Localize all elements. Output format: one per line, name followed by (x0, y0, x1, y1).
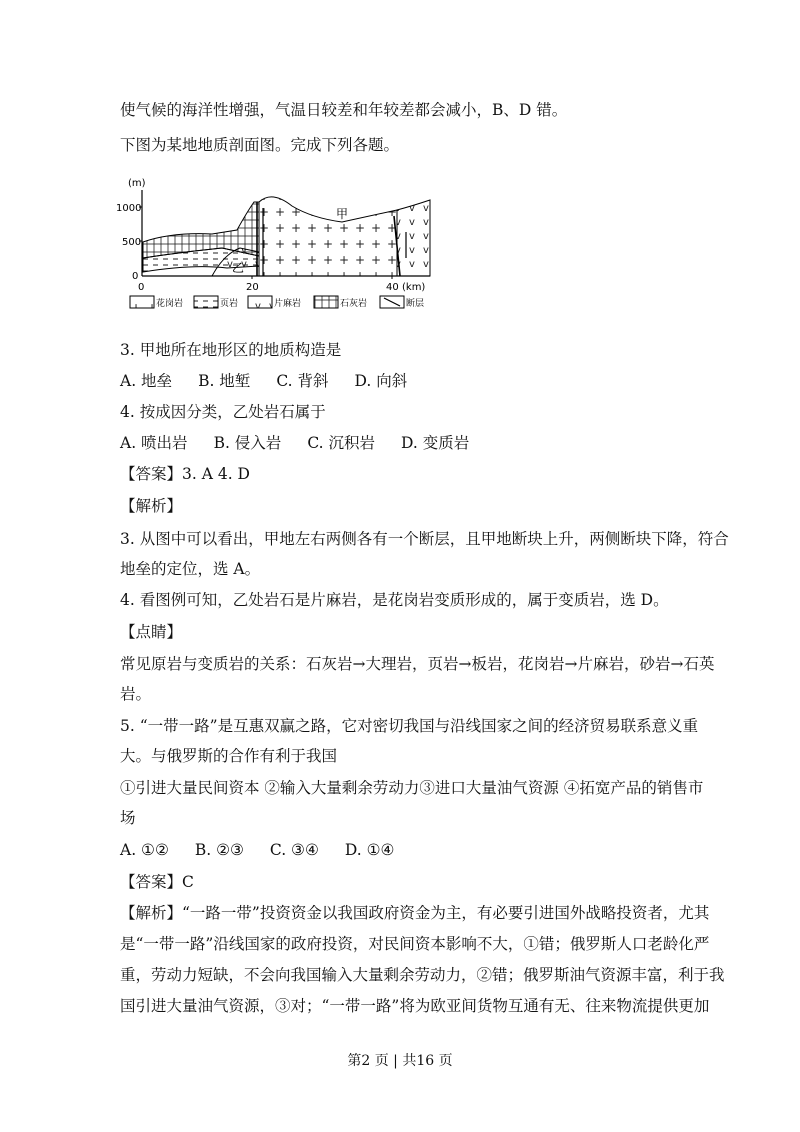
x-tick-label: 20 (246, 282, 259, 293)
question-4: 4. 按成因分类，乙处岩石属于 (120, 403, 326, 421)
answer-label: 【答案】C (120, 873, 194, 891)
explanation-3: 3. 从图中可以看出，甲地左右两侧各有一个断层，且甲地断块上升，两侧断块下降，符合 (120, 530, 729, 548)
option: A. 地垒 (120, 372, 173, 390)
option: A. 喷出岩 (120, 434, 188, 452)
legend (130, 296, 424, 309)
option: C. 沉积岩 (307, 434, 375, 452)
analysis-text: 是“一带一路”沿线国家的政府投资，对民间资本影响不大，①错；俄罗斯人口老龄化严 (120, 935, 710, 953)
option: D. 向斜 (354, 372, 408, 390)
tips-text: 常见原岩与变质岩的关系：石灰岩→大理岩，页岩→板岩，花岗岩→片麻岩，砂岩→石英 (120, 655, 715, 673)
option: B. 侵入岩 (213, 434, 282, 452)
granite-block (259, 197, 397, 276)
legend-label: 页岩 (220, 299, 239, 309)
x-tick-label: 40 (386, 282, 399, 293)
legend-label: 石灰岩 (340, 299, 368, 309)
analysis-text: 国引进大量油气资源，③对；“一带一路”将为欧亚间货物互通有无、往来物流提供更加 (120, 997, 710, 1015)
question-3-options (120, 371, 433, 391)
text-line: 使气候的海洋性增强，气温日较差和年较差都会减小，B、D 错。 (120, 101, 568, 119)
analysis-text: 重，劳动力短缺，不会向我国输入大量剩余劳动力，②错；俄罗斯油气资源丰富，利于我 (120, 966, 725, 984)
option: A. ①② (120, 841, 169, 859)
tips-text-cont: 岩。 (120, 685, 152, 703)
y-tick-label: 1000 (116, 203, 142, 214)
x-axis-unit: (km) (402, 282, 426, 293)
question-3: 3. 甲地所在地形区的地质构造是 (120, 341, 342, 359)
geologic-cross-section (112, 172, 448, 320)
option: B. 地堑 (198, 372, 251, 390)
analysis-text: 【解析】“一路一带”投资资金以我国政府资金为主，有必要引进国外战略投资者，尤其 (120, 904, 710, 922)
y-tick-label: 0 (132, 271, 139, 282)
explanation-4: 4. 看图例可知，乙处岩石是片麻岩，是花岗岩变质形成的，属于变质岩，选 D。 (120, 591, 669, 609)
option: D. ①④ (344, 841, 395, 859)
question-5-items-cont: 场 (120, 809, 136, 827)
gneiss-right (397, 200, 430, 276)
answer-label: 【答案】3. A 4. D (120, 465, 250, 483)
explanation-3-cont: 地垒的定位，选 A。 (120, 560, 261, 578)
analysis-label: 【解析】 (120, 497, 183, 515)
option: C. 背斜 (276, 372, 329, 390)
option: C. ③④ (269, 841, 319, 859)
page-footer: 第2 页 | 共16 页 (347, 1053, 453, 1069)
legend-label: 片麻岩 (274, 299, 302, 309)
y-axis-unit: (m) (128, 178, 146, 189)
y-tick-label: 500 (122, 237, 142, 248)
legend-label: 花岗岩 (156, 299, 184, 309)
text-line: 下图为某地地质剖面图。完成下列各题。 (120, 136, 400, 154)
question-5-items: ①引进大量民间资本 ②输入大量剩余劳动力③进口大量油气资源 ④拓宽产品的销售市 (120, 779, 704, 797)
x-tick-label: 0 (138, 282, 145, 293)
tips-label: 【点睛】 (120, 623, 183, 641)
question-5-options (120, 840, 420, 860)
label-jia: 甲 (336, 207, 349, 221)
option: B. ②③ (194, 841, 244, 859)
question-5-cont: 大。与俄罗斯的合作有利于我国 (120, 747, 338, 765)
legend-label: 断层 (406, 299, 425, 309)
question-5: 5. “一带一路”是互惠双赢之路，它对密切我国与沿线国家之间的经济贸易联系意义重 (120, 717, 699, 735)
question-4-options (120, 433, 495, 453)
label-yi: 乙 (232, 261, 245, 275)
option: D. 变质岩 (400, 434, 470, 452)
